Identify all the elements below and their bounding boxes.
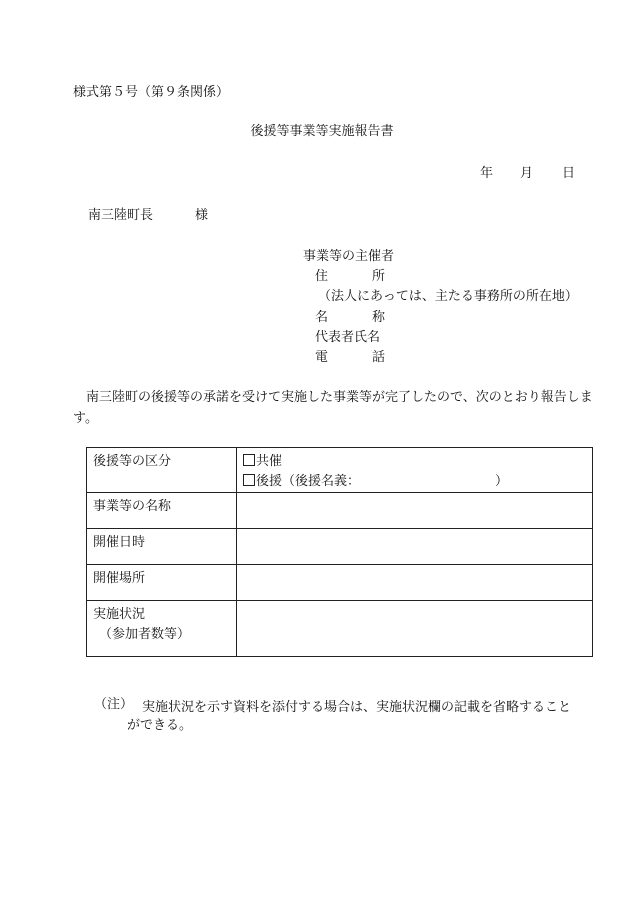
kubun-label: 後援等の区分 — [87, 448, 237, 493]
date-year-label: 年 — [480, 166, 494, 181]
table-row-event-name — [87, 493, 593, 529]
table-row-place — [87, 565, 593, 601]
report-body-text: 南三陸町の後援等の承諾を受けて実施した事業等が完了したので、次のとおり報告します。 — [73, 390, 593, 426]
datetime-label: 開催日時 — [87, 529, 237, 565]
organizer-representative-label: 代表者氏名 — [315, 330, 381, 345]
status-field[interactable] — [237, 601, 593, 657]
table-row-kubun — [87, 448, 593, 493]
date-day-label: 日 — [562, 166, 576, 181]
organizer-name-label — [315, 310, 385, 326]
option-koen[interactable] — [243, 472, 586, 492]
checkbox-icon[interactable] — [243, 454, 255, 466]
option-koen-label: 後援（後援名義： — [256, 474, 361, 489]
report-table — [86, 447, 593, 657]
event-name-field[interactable] — [237, 493, 593, 529]
status-sub-label: （参加者数等） — [99, 627, 191, 642]
status-label: 実施状況 — [93, 607, 146, 622]
organizer-address-label — [315, 269, 385, 285]
note-label: （注） — [94, 697, 134, 712]
table-row-status — [87, 601, 593, 657]
status-label-cell — [87, 601, 237, 657]
organizer-address-note: （法人にあっては、主たる事務所の所在地） — [318, 289, 578, 304]
name-label-text: 名称 — [315, 310, 385, 325]
option-kyosai-label: 共催 — [256, 454, 283, 469]
datetime-field[interactable] — [237, 529, 593, 565]
table-row-datetime — [87, 529, 593, 565]
place-field[interactable] — [237, 565, 593, 601]
form-number: 様式第５号（第９条関係） — [73, 85, 230, 100]
checkbox-icon[interactable] — [243, 474, 255, 486]
event-name-label: 事業等の名称 — [87, 493, 237, 529]
phone-label-text: 電話 — [315, 350, 385, 365]
document-title: 後援等事業等実施報告書 — [250, 124, 394, 139]
kubun-options — [237, 448, 593, 493]
addressee-honorific: 様 — [195, 208, 209, 223]
note-text: 実施状況を示す資料を添付する場合は、実施状況欄の記載を省略すること — [142, 700, 572, 715]
addressee-name: 南三陸町長 — [88, 208, 154, 223]
address-label-text: 住所 — [315, 269, 385, 284]
option-kyosai[interactable] — [243, 452, 586, 472]
note-text-continued: ができる。 — [127, 718, 193, 733]
organizer-phone-label — [315, 350, 385, 366]
option-koen-close: ） — [495, 474, 509, 489]
place-label: 開催場所 — [87, 565, 237, 601]
organizer-heading: 事業等の主催者 — [303, 249, 395, 264]
date-month-label: 月 — [520, 166, 534, 181]
